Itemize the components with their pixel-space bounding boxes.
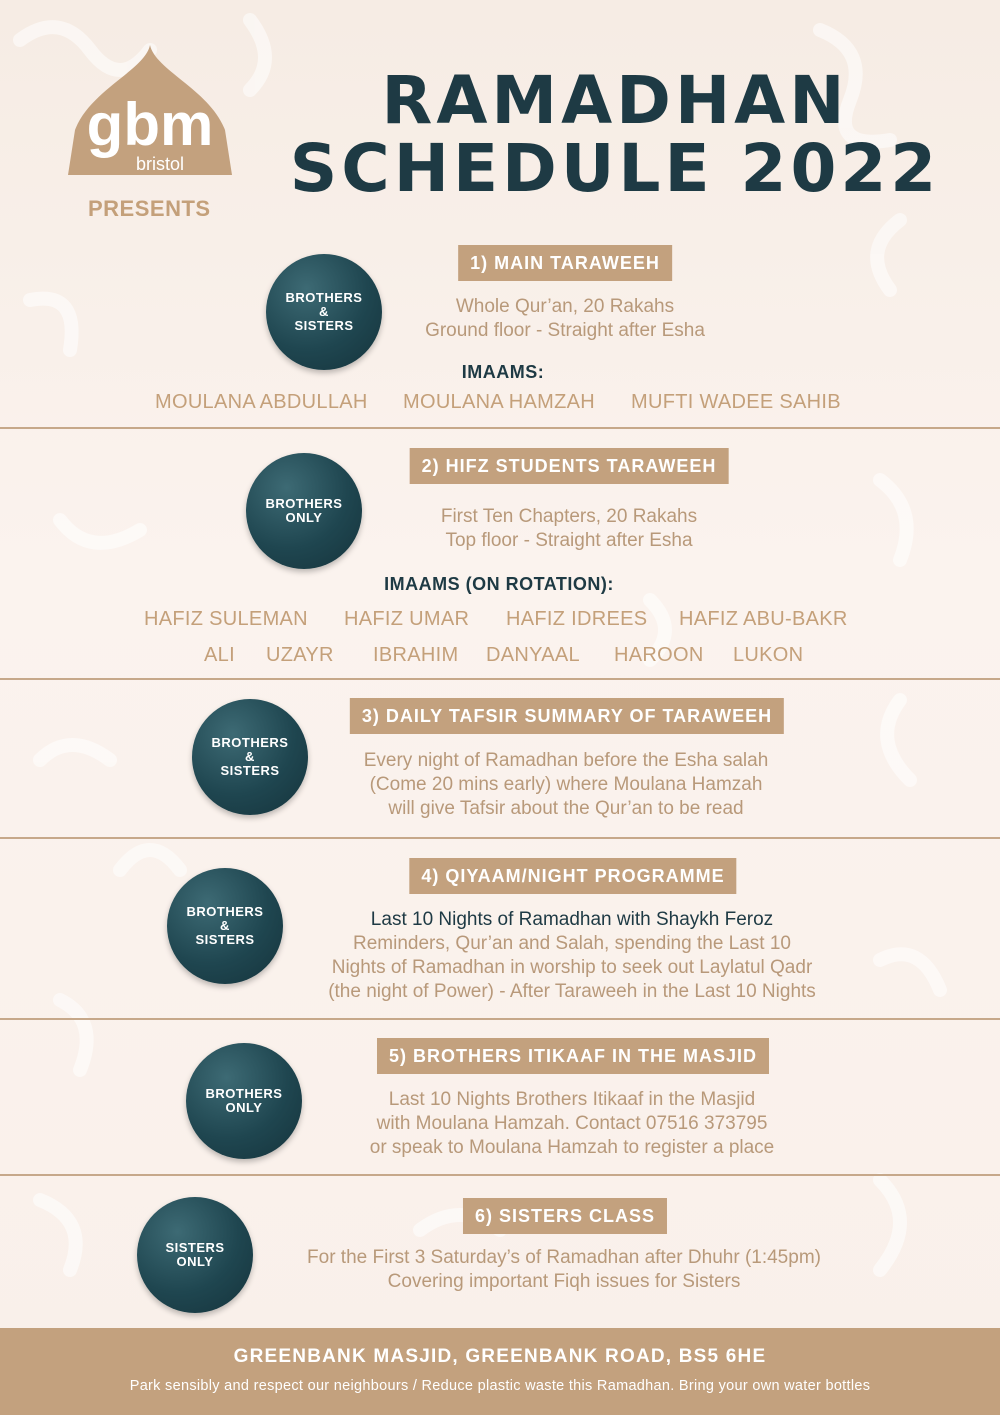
audience-circle-6 xyxy=(137,1197,253,1313)
audience-circle-1 xyxy=(266,254,382,370)
imaam-name: LUKON xyxy=(733,644,804,666)
imaam-name: UZAYR xyxy=(266,644,334,666)
section-line: First Ten Chapters, 20 Rakahs xyxy=(440,506,698,527)
audience-text: BROTHERS xyxy=(285,290,363,305)
audience-text: & xyxy=(319,304,329,319)
audience-text: SISTERS xyxy=(195,932,255,947)
section-line: Top floor - Straight after Esha xyxy=(445,530,693,551)
section-divider xyxy=(0,1018,1000,1020)
imaams-heading: IMAAMS (ON ROTATION): xyxy=(384,574,614,594)
footer-bar xyxy=(0,1328,1000,1415)
section-badge-itikaaf: 5) BROTHERS ITIKAAF IN THE MASJID xyxy=(377,1038,769,1074)
imaam-name: HAFIZ UMAR xyxy=(344,608,470,630)
section-line: Whole Qur’an, 20 Rakahs xyxy=(455,296,675,317)
imaam-name: MOULANA HAMZAH xyxy=(403,391,596,413)
audience-circle-4 xyxy=(167,868,283,984)
logo-subtext: bristol xyxy=(135,154,185,174)
footer-address: GREENBANK MASJID, GREENBANK ROAD, BS5 6HE xyxy=(233,1346,767,1367)
section-badge-main-taraweeh: 1) MAIN TARAWEEH xyxy=(458,245,672,281)
section-line: Ground floor - Straight after Esha xyxy=(425,320,705,341)
section-line: Nights of Ramadhan in worship to seek out Laylatul Qadr xyxy=(331,957,813,978)
imaam-name: HAFIZ ABU-BAKR xyxy=(679,608,848,630)
audience-text: SISTERS xyxy=(165,1240,225,1255)
imaam-name: HAROON xyxy=(614,644,704,666)
audience-text: BROTHERS xyxy=(211,735,289,750)
imaam-name: MUFTI WADEE SAHIB xyxy=(631,391,841,413)
imaam-name: HAFIZ SULEMAN xyxy=(144,608,308,630)
section-divider xyxy=(0,837,1000,839)
audience-text: BROTHERS xyxy=(186,904,264,919)
section-badge-hifz-taraweeh: 2) HIFZ STUDENTS TARAWEEH xyxy=(410,448,729,484)
section-line: with Moulana Hamzah. Contact 07516 373795 xyxy=(376,1113,768,1134)
section-line: or speak to Moulana Hamzah to register a place xyxy=(369,1137,775,1158)
section-badge-sisters-class: 6) SISTERS CLASS xyxy=(463,1198,667,1234)
presents-label: PRESENTS xyxy=(88,196,211,221)
section-line: will give Tafsir about the Qur’an to be read xyxy=(388,798,744,819)
audience-text: BROTHERS xyxy=(205,1086,283,1101)
page-title-line2: SCHEDULE 2022 xyxy=(289,130,941,207)
audience-text: ONLY xyxy=(285,510,323,525)
imaams-heading: IMAAMS: xyxy=(461,362,545,382)
section-highlight: Last 10 Nights of Ramadhan with Shaykh Feroz xyxy=(370,909,774,930)
section-badge-qiyaam: 4) QIYAAM/NIGHT PROGRAMME xyxy=(409,858,736,894)
audience-text: BROTHERS xyxy=(265,496,343,511)
section-line: For the First 3 Saturday’s of Ramadhan after Dhuhr (1:45pm) xyxy=(307,1247,821,1268)
section-line: (Come 20 mins early) where Moulana Hamzah xyxy=(369,774,763,795)
section-line: Last 10 Nights Brothers Itikaaf in the Masjid xyxy=(388,1089,756,1110)
imaam-name: MOULANA ABDULLAH xyxy=(155,391,368,413)
imaam-name: ALI xyxy=(204,644,235,666)
section-line: Every night of Ramadhan before the Esha salah xyxy=(363,750,769,771)
section-line: Reminders, Qur’an and Salah, spending the Last 10 xyxy=(353,933,791,954)
audience-circle-2 xyxy=(246,453,362,569)
footer-note: Park sensibly and respect our neighbours / Reduce plastic waste this Ramadhan. Bring your own water bottles xyxy=(129,1378,871,1394)
audience-text: SISTERS xyxy=(294,318,354,333)
section-line: (the night of Power) - After Taraweeh in the Last 10 Nights xyxy=(328,981,816,1002)
audience-text: SISTERS xyxy=(220,763,280,778)
audience-text: ONLY xyxy=(225,1100,263,1115)
audience-text: & xyxy=(220,918,230,933)
section-divider xyxy=(0,1174,1000,1176)
audience-text: ONLY xyxy=(176,1254,214,1269)
gbm-logo xyxy=(60,45,240,185)
section-divider xyxy=(0,678,1000,680)
logo-text: gbm xyxy=(86,91,214,158)
imaam-name: HAFIZ IDREES xyxy=(506,608,648,630)
imaam-name: DANYAAL xyxy=(486,644,580,666)
audience-circle-3 xyxy=(192,699,308,815)
page-title-line1: RAMADHAN xyxy=(381,62,849,139)
audience-circle-5 xyxy=(186,1043,302,1159)
section-divider xyxy=(0,427,1000,429)
audience-text: & xyxy=(245,749,255,764)
section-line: Covering important Fiqh issues for Sisters xyxy=(387,1271,741,1292)
section-badge-daily-tafsir: 3) DAILY TAFSIR SUMMARY OF TARAWEEH xyxy=(350,698,784,734)
imaam-name: IBRAHIM xyxy=(373,644,459,666)
